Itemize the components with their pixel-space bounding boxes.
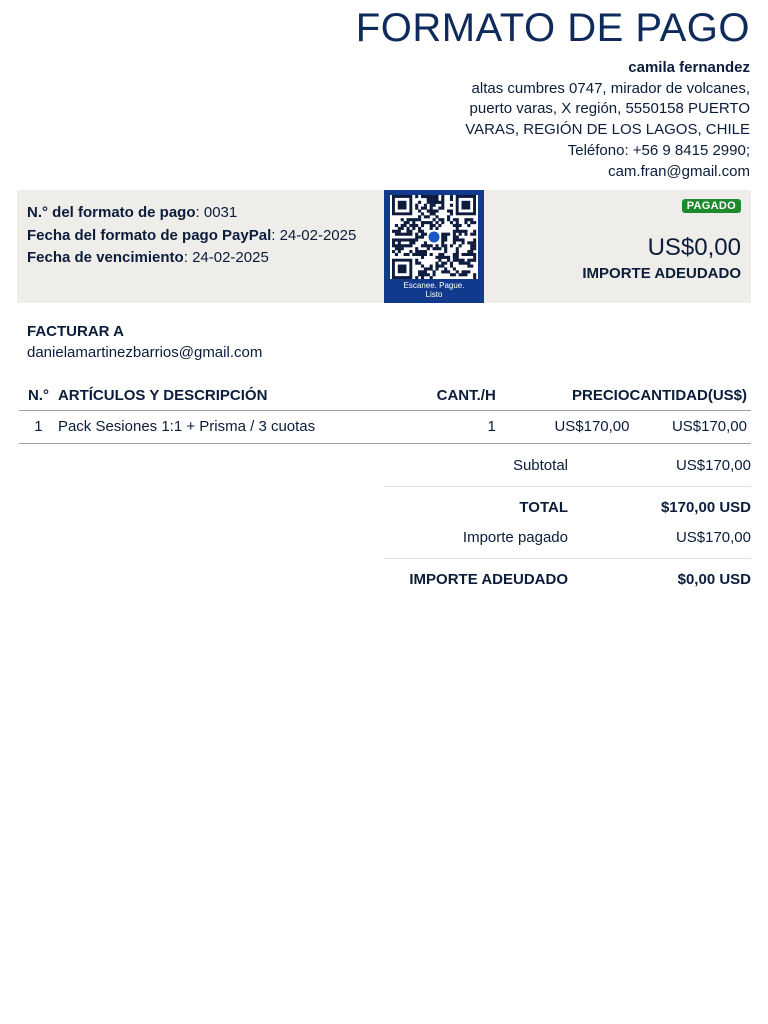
col-header-num: N.° [19,383,58,411]
row-num: 1 [19,411,58,444]
row-qty: 1 [388,411,502,444]
divider [384,558,751,559]
bill-to-heading: FACTURAR A [27,323,124,340]
due-date-value: 24-02-2025 [192,249,269,266]
amount-due-row-value: $0,00 USD [677,571,751,588]
items-table-header [19,383,751,411]
row-amount: US$170,00 [630,411,752,444]
col-header-qty: CANT./H [388,383,502,411]
seller-email[interactable]: cam.fran@gmail.com [608,162,750,180]
table-row [19,411,751,444]
total-row [384,497,751,527]
seller-address-line: VARAS, REGIÓN DE LOS LAGOS, CHILE [465,121,750,139]
seller-address-line: altas cumbres 0747, mirador de volcanes, [471,79,750,97]
document-title: FORMATO DE PAGO [355,6,750,50]
col-header-amount: CANTIDAD(US$) [630,383,752,411]
qr-code[interactable] [384,190,484,303]
row-desc: Pack Sesiones 1:1 + Prisma / 3 cuotas [58,411,388,444]
status-badge: PAGADO [682,199,741,213]
invoice-info-band [17,190,751,303]
total-value: $170,00 USD [660,499,751,516]
col-header-desc: ARTÍCULOS Y DESCRIPCIÓN [58,383,388,411]
invoice-meta: N.° del formato de pago: 0031 Fecha del formato de pago PayPal: 24-02-2025 Fecha de vencimiento: 24-02-2025 [27,204,357,266]
seller-name: camila fernandez [628,59,750,76]
seller-phone: Teléfono: +56 9 8415 2990; [567,141,750,159]
amount-due-row [384,569,751,599]
amount-due-value: US$0,00 [647,234,741,261]
paid-label: Importe pagado [462,529,568,546]
qr-caption-line: Listo [425,290,443,299]
seller-address-line: puerto varas, X región, 5550158 PUERTO [469,100,750,118]
qr-caption [384,281,484,299]
bill-to-block [27,321,262,363]
invoice-number-value: 0031 [203,204,238,221]
invoice-date-label: Fecha del formato de pago PayPal [27,226,272,244]
due-date-label: Fecha de vencimiento [27,249,184,266]
totals-block [384,455,751,599]
subtotal-value: US$170,00 [675,457,751,474]
invoice-date-value: 24-02-2025 [279,226,357,244]
qr-code-icon [390,195,478,279]
items-table [19,383,751,444]
amount-due-row-label: IMPORTE ADEUDADO [409,571,568,588]
paid-row [384,527,751,557]
qr-caption-line: Escanee. Pague. [403,281,465,290]
subtotal-label: Subtotal [512,457,568,474]
invoice-number-label: N.° del formato de pago [27,204,196,221]
col-header-price: PRECIO [502,383,630,411]
amount-due-label: IMPORTE ADEUDADO [582,265,741,282]
total-label: TOTAL [519,499,568,516]
paid-value: US$170,00 [675,529,751,546]
divider [384,486,751,487]
seller-block [465,58,750,182]
subtotal-row [384,455,751,485]
bill-to-email[interactable]: danielamartinezbarrios@gmail.com [27,344,263,361]
row-price: US$170,00 [502,411,630,444]
